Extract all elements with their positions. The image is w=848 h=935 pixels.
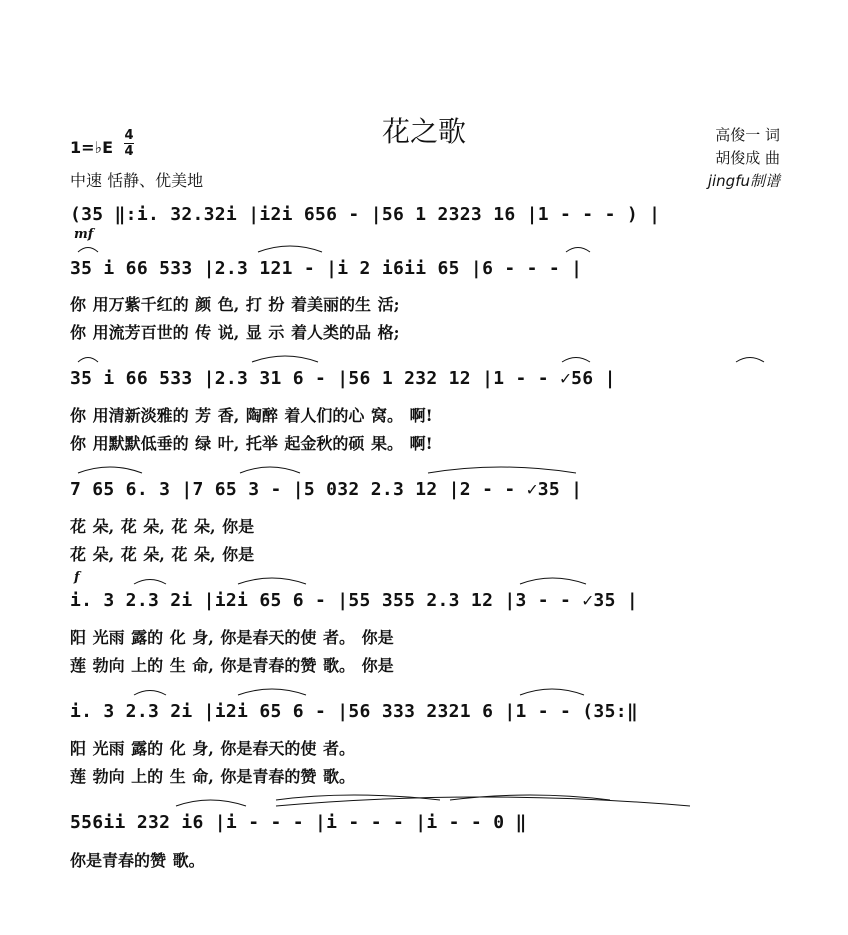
tempo-marking: 中速 恬静、优美地	[70, 171, 204, 190]
slur	[78, 248, 98, 253]
slur	[240, 467, 300, 473]
lyrics-2-verse1: 你 用万紫千红的 颜 色, 打 扮 着美丽的生 活;	[70, 295, 400, 314]
lyrics-5-verse2: 莲 勃向 上的 生 命, 你是青春的赞 歌。 你是	[70, 656, 394, 675]
music-line-7: 556ii 232 i6 |i - - - |i - - - |i - - 0 ‖	[70, 812, 527, 833]
slur	[78, 467, 142, 473]
lyricist-credit: 高俊一 词	[715, 126, 780, 144]
music-line-intro: (35 ‖:i. 32.32i |i2i 656 - |56 1 2323 16 |1 - - - ) |	[70, 204, 661, 225]
slur	[134, 580, 166, 585]
time-signature-top: 4	[124, 128, 134, 143]
time-signature-bottom: 4	[124, 144, 134, 159]
slur	[238, 578, 306, 584]
lyrics-7: 你是青春的赞 歌。	[70, 851, 205, 870]
slur	[276, 797, 690, 806]
lyrics-3-verse2: 你 用默默低垂的 绿 叶, 托举 起金秋的硕 果。 啊!	[70, 434, 433, 453]
arranger-credit: jingfu制谱	[707, 172, 780, 190]
lyrics-4-verse1: 花 朵, 花 朵, 花 朵, 你是	[70, 517, 255, 536]
slur	[428, 467, 576, 473]
music-line-2: 35 i 66 533 |2.3 121 - |i 2 i6ii 65 |6 - - - |	[70, 258, 583, 279]
composer-credit: 胡俊成 曲	[715, 149, 780, 167]
dynamic-mf: mf	[74, 227, 94, 242]
music-line-6: i. 3 2.3 2i |i2i 65 6 - |56 333 2321 6 |1 - - (35:‖	[70, 701, 638, 722]
slur	[736, 358, 764, 363]
lyrics-6-verse2: 莲 勃向 上的 生 命, 你是青春的赞 歌。	[70, 767, 355, 786]
slur	[78, 358, 98, 363]
slur	[566, 248, 590, 253]
dynamic-f: f	[74, 570, 80, 585]
song-title: 花之歌	[381, 115, 466, 148]
music-line-4: 7 65 6. 3 |7 65 3 - |5 032 2.3 12 |2 - - ✓35 |	[70, 479, 583, 500]
key-signature: 1=♭E	[70, 138, 114, 157]
lyrics-3-verse1: 你 用清新淡雅的 芳 香, 陶醉 着人们的心 窝。 啊!	[70, 406, 433, 425]
slur	[238, 689, 306, 695]
slur	[258, 246, 322, 252]
music-line-5: i. 3 2.3 2i |i2i 65 6 - |55 355 2.3 12 |3 - - ✓35 |	[70, 590, 638, 611]
slur	[520, 689, 584, 695]
lyrics-2-verse2: 你 用流芳百世的 传 说, 显 示 着人类的品 格;	[70, 323, 400, 342]
slur	[520, 578, 586, 584]
lyrics-6-verse1: 阳 光雨 露的 化 身, 你是春天的使 者。	[70, 739, 355, 758]
slur	[252, 356, 318, 362]
lyrics-5-verse1: 阳 光雨 露的 化 身, 你是春天的使 者。 你是	[70, 628, 394, 647]
lyrics-4-verse2: 花 朵, 花 朵, 花 朵, 你是	[70, 545, 255, 564]
slur	[276, 795, 440, 800]
slur	[134, 691, 166, 696]
music-line-3: 35 i 66 533 |2.3 31 6 - |56 1 232 12 |1 - - ✓56 |	[70, 368, 616, 389]
slur	[176, 800, 246, 806]
slur	[562, 358, 590, 363]
